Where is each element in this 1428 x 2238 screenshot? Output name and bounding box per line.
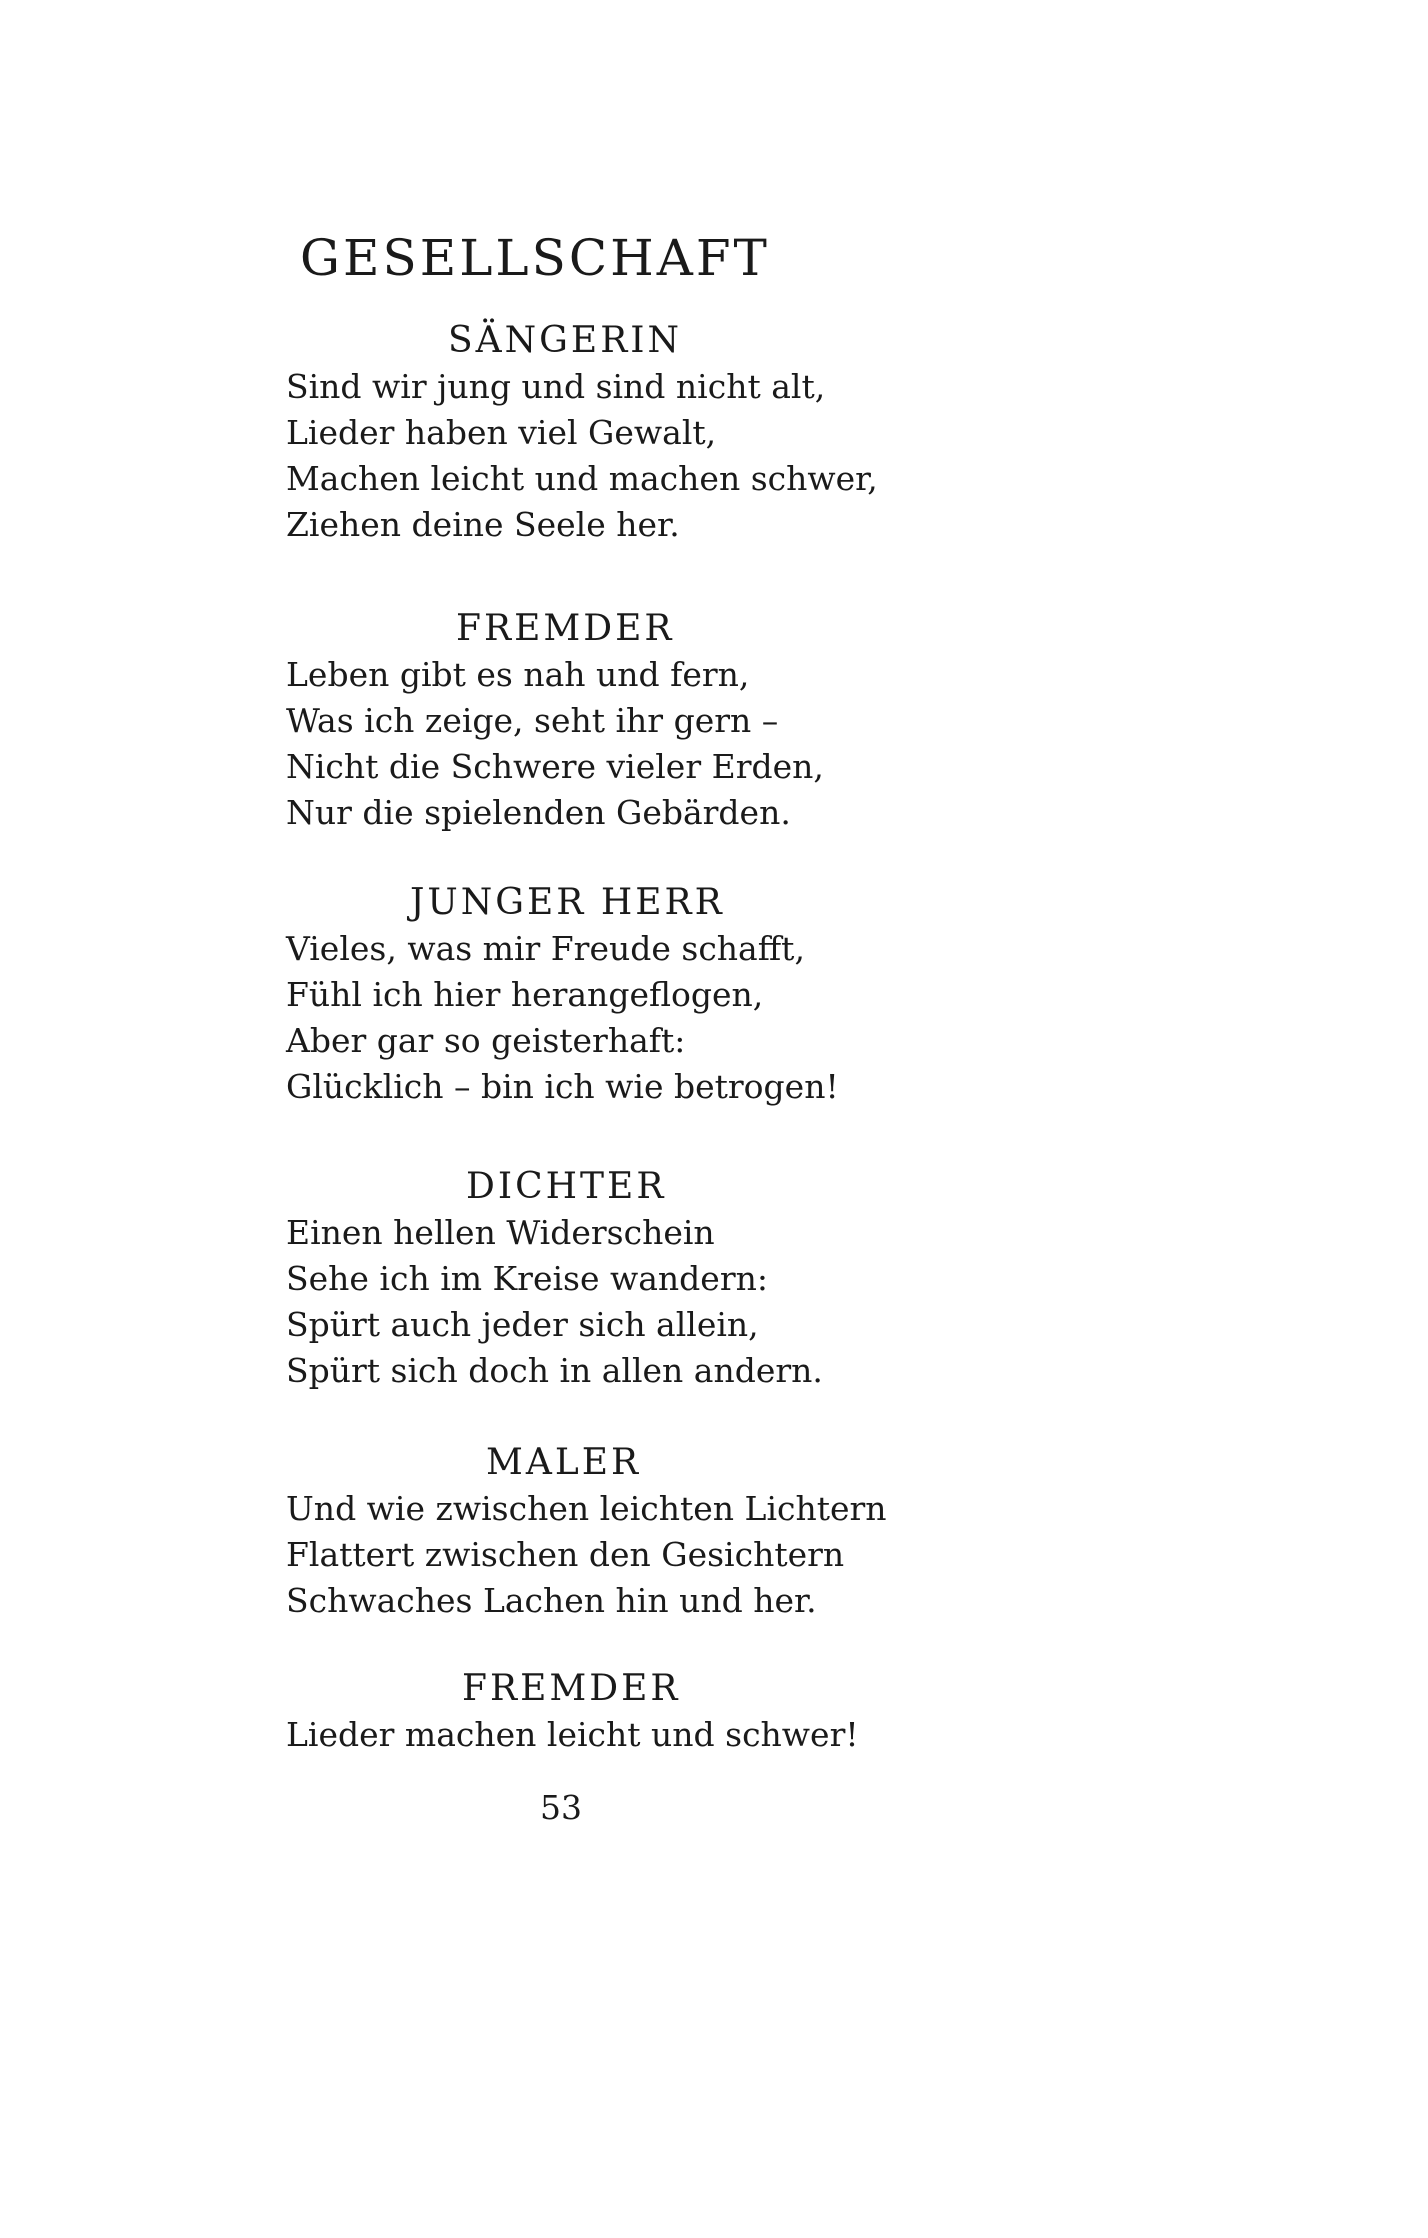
verse-line: Machen leicht und machen schwer, [286, 459, 878, 498]
stanza-dichter [286, 1164, 1286, 1394]
verse-line: Spürt auch jeder sich allein, [286, 1305, 759, 1344]
verse-line: Nur die spielenden Gebärden. [286, 793, 791, 832]
stanza-junger-herr [286, 880, 1286, 1110]
verse-line: Was ich zeige, seht ihr gern – [286, 701, 779, 740]
page-number: 53 [540, 1788, 582, 1827]
verse-lines [286, 1486, 1286, 1624]
poem-title: GESELLSCHAFT [300, 229, 770, 287]
stanza-saengerin [286, 318, 1286, 548]
verse-line: Lieder haben viel Gewalt, [286, 413, 717, 452]
verse-line: Vieles, was mir Freude schafft, [286, 929, 805, 968]
verse-line: Glücklich – bin ich wie betrogen! [286, 1067, 839, 1106]
verse-line: Einen hellen Widerschein [286, 1213, 715, 1252]
verse-line: Sind wir jung und sind nicht alt, [286, 367, 826, 406]
verse-line: Nicht die Schwere vieler Erden, [286, 747, 824, 786]
stanza-maler [286, 1440, 1286, 1624]
verse-line: Ziehen deine Seele her. [286, 505, 680, 544]
verse-line: Flattert zwischen den Gesichtern [286, 1535, 845, 1574]
verse-lines [286, 364, 1286, 548]
verse-lines [286, 1210, 1286, 1394]
verse-line: Fühl ich hier herangeflogen, [286, 975, 764, 1014]
stanza-fremder [286, 606, 1286, 836]
verse-line: Spürt sich doch in allen andern. [286, 1351, 823, 1390]
verse-line: Sehe ich im Kreise wandern: [286, 1259, 768, 1298]
verse-lines [286, 652, 1286, 836]
verse-line: Und wie zwischen leichten Lichtern [286, 1489, 887, 1528]
verse-lines [286, 926, 1286, 1110]
speaker-name: FREMDER [462, 1668, 681, 1709]
speaker-name: SÄNGERIN [448, 320, 683, 361]
verse-line: Schwaches Lachen hin und her. [286, 1581, 817, 1620]
verse-lines [286, 1712, 1286, 1758]
speaker-name: MALER [486, 1442, 642, 1483]
speaker-name: JUNGER HERR [410, 882, 725, 923]
verse-line: Leben gibt es nah und fern, [286, 655, 750, 694]
speaker-name: FREMDER [456, 608, 675, 649]
verse-line: Lieder machen leicht und schwer! [286, 1715, 859, 1754]
stanza-fremder-final [286, 1666, 1286, 1758]
speaker-name: DICHTER [466, 1166, 667, 1207]
verse-line: Aber gar so geisterhaft: [286, 1021, 686, 1060]
